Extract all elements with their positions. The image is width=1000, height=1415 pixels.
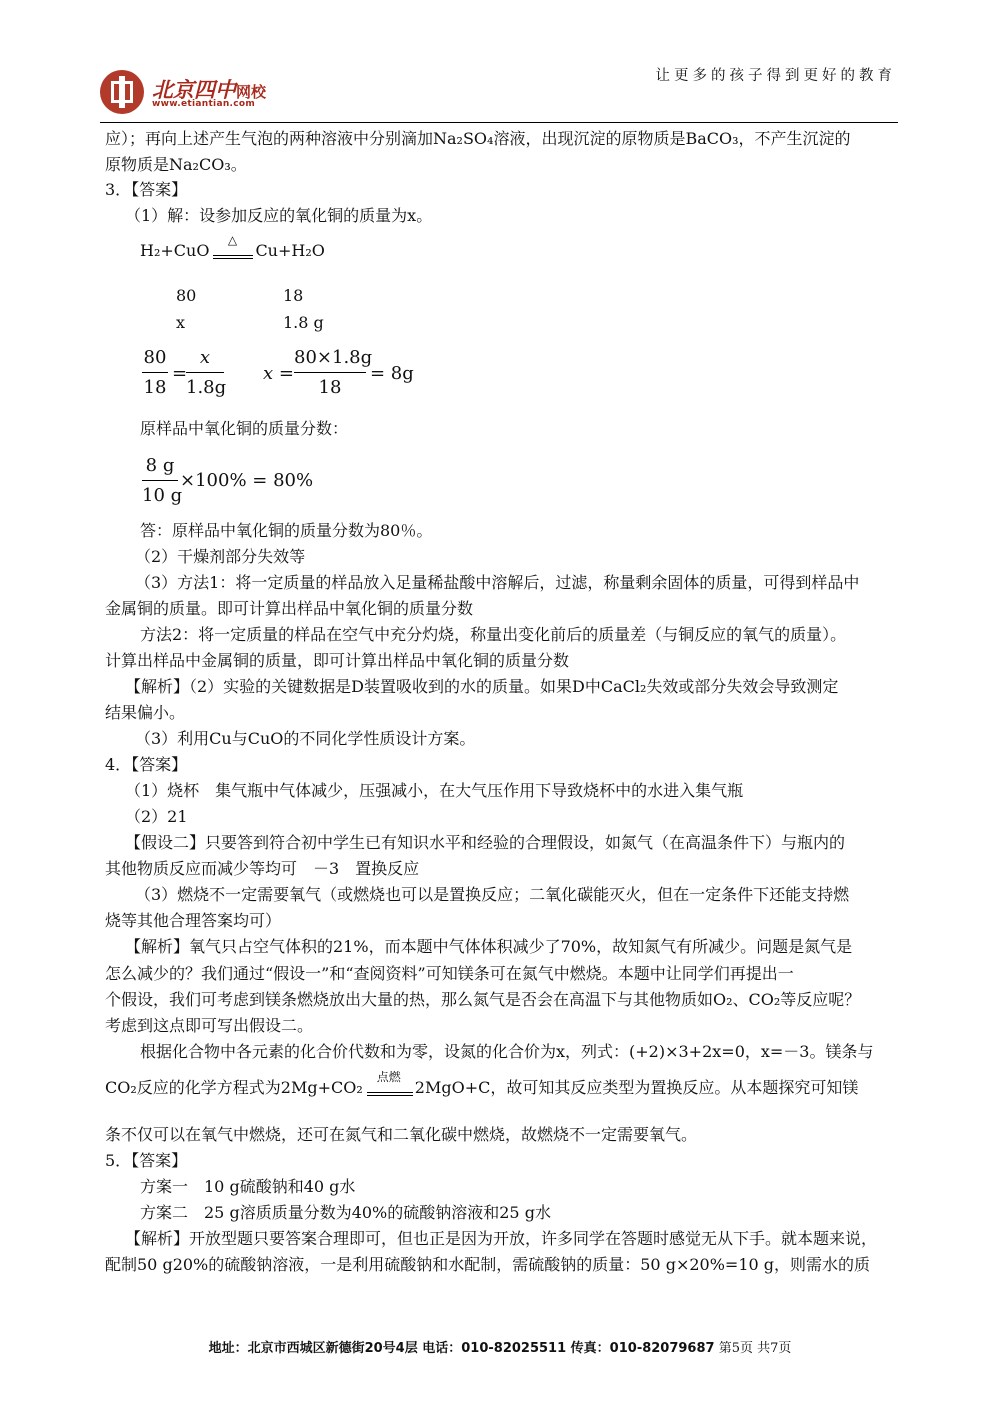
analysis-text: 【解析】（2）实验的关键数据是D装置吸收到的水的质量。如果D中CaCl₂失效或部分失效会导致测定	[125, 677, 839, 696]
fraction: 80×1.8g 18	[294, 347, 373, 398]
text-line: （1）烧杯 集气瓶中气体减少，压强减小，在大气压作用下导致烧杯中的水进入集气瓶	[125, 781, 744, 800]
text-line: 配制50 g20%的硫酸钠溶液，一是利用硫酸钠和水配制，需硫酸钠的质量：50 g×20%=10 g，则需水的质	[105, 1255, 871, 1274]
percent-expression: ×100% = 80%	[180, 470, 314, 491]
text-line: （3）利用Cu与CuO的不同化学性质设计方案。	[135, 729, 476, 748]
text-line: 答：原样品中氧化铜的质量分数为80％。	[140, 521, 433, 540]
question-3-heading: 3．【答案】	[105, 180, 188, 199]
text-line: 方法2：将一定质量的样品在空气中充分灼烧，称量出变化前后的质量差（与铜反应的氧气的质量）。	[140, 625, 847, 644]
header-slogan: 让更多的孩子得到更好的教育	[655, 68, 896, 84]
footer-address: 地址：北京市西城区新德街20号4层 电话：010-82025511 传真：010-82079687	[208, 1341, 715, 1356]
text-line: 【假设二】只要答到符合初中学生已有知识水平和经验的合理假设，如氮气（在高温条件下）与瓶内的	[125, 833, 846, 852]
header-rule	[100, 122, 898, 123]
text-line: （1）解：设参加反应的氧化铜的质量为x。	[125, 206, 433, 225]
text-line: 方案二 25 g溶质质量分数为40%的硫酸钠溶液和25 g水	[140, 1203, 551, 1222]
question-4-heading: 4．【答案】	[105, 755, 188, 774]
school-logo-icon	[100, 70, 144, 114]
question-5-heading: 5．【答案】	[105, 1151, 188, 1170]
fraction: 8 g 10 g	[142, 455, 183, 506]
text-line: 烧等其他合理答案均可）	[105, 911, 282, 930]
fraction: x 1.8g	[186, 347, 227, 398]
text-line: （2）21	[125, 807, 188, 826]
ratio-value: 1.8 g	[283, 313, 324, 332]
text-line: （2）干燥剂部分失效等	[135, 547, 306, 566]
text-line: 应）；再向上述产生气泡的两种溶液中分别滴加Na₂SO₄溶液，出现沉淀的原物质是BaCO₃，不产生沉淀的	[105, 129, 851, 148]
fraction: 80 18	[143, 347, 167, 398]
ratio-value: 18	[283, 286, 304, 305]
text-line: 金属铜的质量。即可计算出样品中氧化铜的质量分数	[105, 599, 474, 618]
text-line: 计算出样品中金属铜的质量，即可计算出样品中氧化铜的质量分数	[105, 651, 570, 670]
logo-url: www.etiantian.com	[152, 99, 256, 109]
text-line: （3）方法1：将一定质量的样品放入足量稀盐酸中溶解后，过滤，称量剩余固体的质量，可得到样品中	[135, 573, 860, 592]
text-line: 原物质是Na₂CO₃。	[105, 155, 247, 174]
logo-text: 北京四中网校	[152, 78, 267, 102]
text-line: （3）燃烧不一定需要氧气（或燃烧也可以是置换反应；二氧化碳能灭火，但在一定条件下还能支持燃	[135, 885, 850, 904]
text-line: 其他物质反应而减少等均可 －3 置换反应	[105, 859, 420, 878]
text-line: 个假设，我们可考虑到镁条燃烧放出大量的热，那么氮气是否会在高温下与其他物质如O₂、CO₂等反应呢？	[105, 990, 861, 1009]
chemical-equation: H₂+CuO △ Cu+H₂O	[140, 233, 325, 260]
text-line: 怎么减少的？我们通过“假设一”和“查阅资料”可知镁条可在氮气中燃烧。本题中让同学们再提出一	[105, 964, 794, 983]
x-equals: x =	[263, 363, 294, 384]
result: = 8g	[370, 363, 414, 384]
text-line: 条不仅可以在氧气中燃烧，还可在氮气和二氧化碳中燃烧，故燃烧不一定需要氧气。	[105, 1125, 698, 1144]
equals-sign: =	[172, 363, 188, 384]
analysis-text: 【解析】开放型题只要答案合理即可，但也正是因为开放，许多同学在答题时感觉无从下手。就本题来说，	[125, 1229, 878, 1248]
reaction-equation-line: CO₂反应的化学方程式为2Mg+CO₂ 点燃 2MgO+C，故可知其反应类型为置换反应。从本题探究可知镁	[105, 1070, 859, 1097]
text-line: 原样品中氧化铜的质量分数：	[140, 419, 349, 438]
text-line: 结果偏小。	[105, 703, 186, 722]
ratio-value: 80	[176, 286, 197, 305]
text-line: 方案一 10 g硫酸钠和40 g水	[140, 1177, 356, 1196]
page-number: 第5页 共7页	[718, 1341, 792, 1356]
page-footer	[0, 1337, 1000, 1356]
text-line: 考虑到这点即可写出假设二。	[105, 1016, 314, 1035]
analysis-text: 【解析】氧气只占空气体积的21%，而本题中气体体积减少了70%，故知氮气有所减少。问题是氮气是	[125, 937, 853, 956]
ratio-value: x	[176, 313, 186, 332]
page-header	[100, 58, 898, 118]
text-line: 根据化合物中各元素的化合价代数和为零，设氮的化合价为x，列式：(+2)×3+2x=0，x=－3。镁条与	[140, 1042, 874, 1061]
